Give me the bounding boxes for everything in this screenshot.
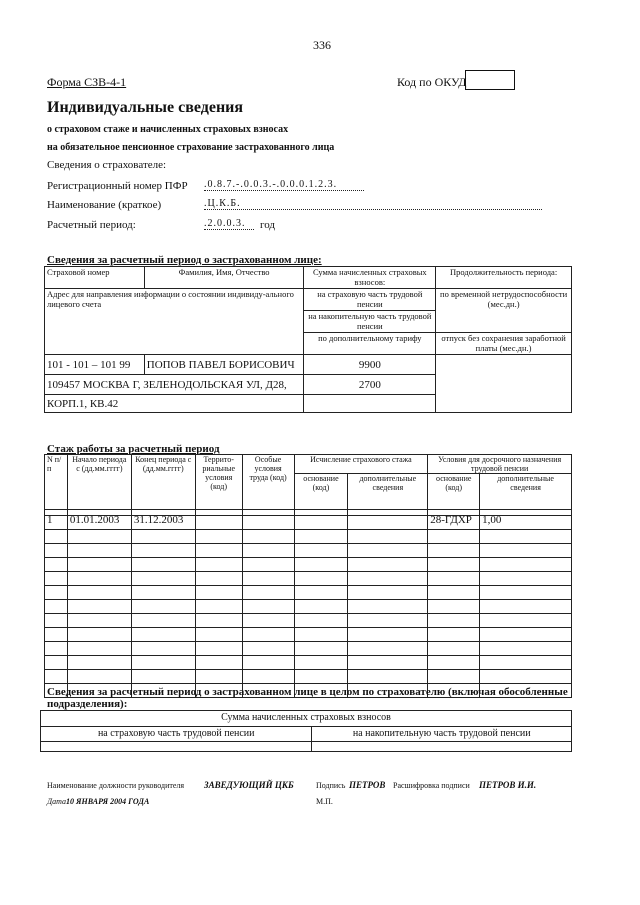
okud-box	[465, 70, 515, 90]
insurer-name-label: Наименование (краткое)	[47, 199, 162, 211]
form-name: Форма СЗВ-4-1	[47, 75, 127, 89]
header-insurance-number: Страховой номер	[45, 267, 145, 289]
date-value: 10 ЯНВАРЯ 2004 ГОДА	[66, 797, 150, 806]
header-period-end: Конец периода с (дд.мм.гггг)	[131, 455, 195, 510]
reg-number-value: .0.8.7.-.0.0.3.-.0.0.0.1.2.3.	[204, 179, 364, 191]
decode-label: Расшифровка подписи	[393, 781, 470, 790]
header-early-basis: основание (код)	[428, 474, 480, 510]
full-name-value: ПОПОВ ПАВЕЛ БОРИСОВИЧ	[144, 355, 304, 375]
period-value: .2.0.0.3.	[204, 218, 254, 230]
header-early-pension: Условия для досрочного назначения трудовой пенсии	[428, 455, 572, 474]
stamp-place: М.П.	[316, 797, 333, 806]
decode-value: ПЕТРОВ И.И.	[479, 780, 537, 790]
row-number: 1	[45, 516, 68, 530]
header-territorial-conditions: Террито-риальные условия (код)	[195, 455, 242, 510]
period-label: Расчетный период:	[47, 219, 136, 231]
header-calc-additional: дополнительные сведения	[348, 474, 428, 510]
header-special-conditions: Особые условия труда (код)	[242, 455, 294, 510]
header-address: Адрес для направления информации о состоянии индивиду-ального лицевого счета	[45, 289, 304, 355]
header-experience-calc: Исчисление страхового стажа	[294, 455, 428, 474]
header-full-name: Фамилия, Имя, Отчество	[144, 267, 304, 289]
position-label: Наименование должности руководителя	[47, 781, 185, 790]
header-funded-part: на накопительную часть трудовой пенсии	[304, 311, 436, 333]
insurer-name-value: .Ц.К.Б.	[204, 198, 542, 210]
document-title: Индивидуальные сведения	[47, 99, 244, 116]
header-insured-part: на страховую часть трудовой пенсии	[304, 289, 436, 311]
header-contributions-sum: Сумма начисленных страховых взносов:	[304, 267, 436, 289]
date-label: Дата	[47, 797, 66, 806]
funded-part-value: 2700	[304, 375, 436, 395]
header-calc-basis: основание (код)	[294, 474, 348, 510]
insurance-number-value: 101 - 101 – 101 99	[45, 355, 145, 375]
section2-title: Стаж работы за расчетный период	[47, 443, 220, 455]
reg-number-label: Регистрационный номер ПФР	[47, 180, 188, 192]
signature-label: Подпись	[316, 781, 346, 790]
page-number: 336	[313, 38, 331, 52]
total-contributions-table	[40, 710, 572, 752]
additional-tariff-empty	[304, 395, 436, 413]
address-line-1: 109457 МОСКВА Г, ЗЕЛЕНОДОЛЬСКАЯ УЛ, Д28,	[45, 375, 304, 395]
period-unit: год	[260, 219, 276, 231]
header-period-duration: Продолжительность периода:	[436, 267, 572, 289]
header-total-insured-part: на страховую часть трудовой пенсии	[41, 727, 312, 742]
header-unpaid-leave: отпуск без сохранения заработной платы (мес.дн.)	[436, 333, 572, 355]
table-row	[45, 516, 572, 530]
insurer-label: Сведения о страхователе:	[47, 159, 167, 171]
header-total-funded-part: на накопительную часть трудовой пенсии	[312, 727, 572, 742]
address-line-2: КОРП.1, КВ.42	[45, 395, 304, 413]
row-period-end: 31.12.2003	[131, 516, 195, 530]
position-value: ЗАВЕДУЮЩИЙ ЦКБ	[204, 780, 294, 790]
header-early-additional: дополнительные сведения	[480, 474, 572, 510]
header-temp-disability: по временной нетрудоспособности (мес.дн.)	[436, 289, 572, 333]
subtitle-2: на обязательное пенсионное страхование застрахованного лица	[47, 142, 335, 153]
insured-person-table	[44, 266, 572, 413]
row-early-basis: 28-ГДХР	[428, 516, 480, 530]
row-early-additional: 1,00	[480, 516, 572, 530]
row-period-start: 01.01.2003	[67, 516, 131, 530]
section3-title: Сведения за расчетный период о застрахованном лице в целом по страхователю (включая обособленные подразделения):	[47, 686, 568, 710]
header-total-sum: Сумма начисленных страховых взносов	[41, 711, 572, 727]
header-additional-tariff: по дополнительному тарифу	[304, 333, 436, 355]
duration-empty-cell	[436, 355, 572, 413]
work-experience-table	[44, 454, 572, 698]
header-period-start: Начало периода с (дд.мм.гггг)	[67, 455, 131, 510]
signature-value: ПЕТРОВ	[349, 780, 386, 790]
okud-label: Код по ОКУД	[397, 75, 467, 89]
section1-title: Сведения за расчетный период о застрахованном лице:	[47, 254, 322, 266]
header-row-number: N п/п	[45, 455, 68, 510]
insured-part-value: 9900	[304, 355, 436, 375]
subtitle-1: о страховом стаже и начисленных страховых взносах	[47, 124, 289, 135]
